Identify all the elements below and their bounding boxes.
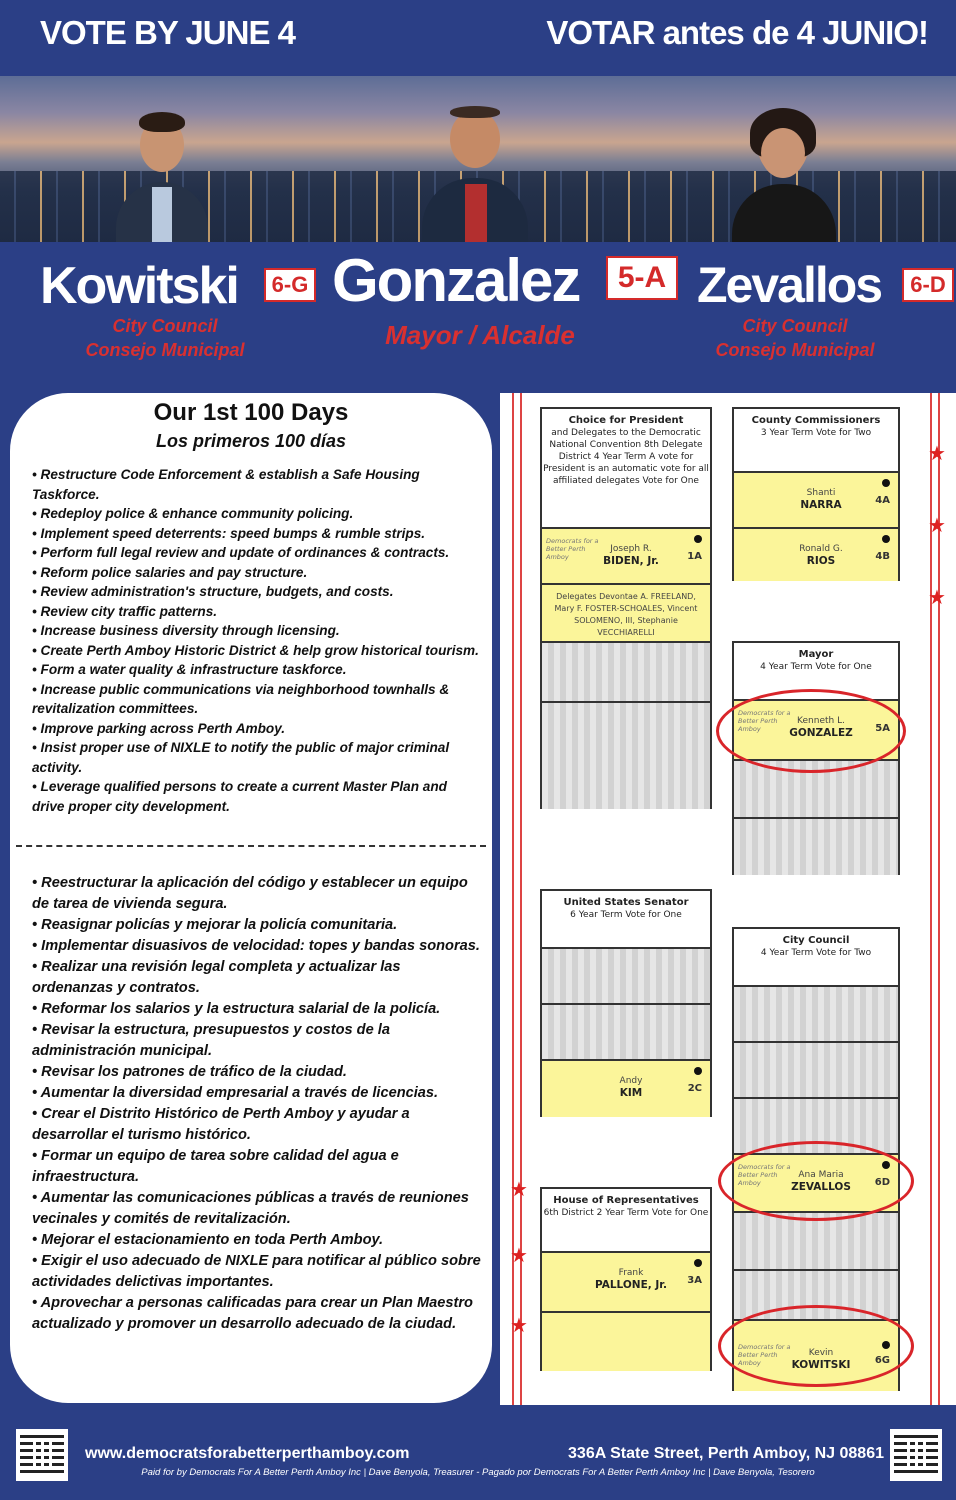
ballot-president-head: Choice for President and Delegates to the Democratic National Convention 8th Delegate District 4 Year Term A vote for President is an automatic vote for all affiliated delegates Vote for One [542,409,710,527]
ballot-slot-pallone: Frank PALLONE, Jr. 3A [542,1251,710,1311]
ballot-house: House of Representatives 6th District 2 Year Term Vote for One Frank PALLONE, Jr. 3A [540,1187,712,1371]
zevallos-photo [728,94,840,242]
kowitski-photo [112,100,212,242]
ballot-slot-blurred [734,985,898,1041]
ballot-slot-kim: Andy KIM 2C [542,1059,710,1117]
list-item: • Leverage qualified persons to create a current Master Plan and drive proper city development. [32,779,447,814]
top-banner [0,0,956,76]
dashed-divider [16,845,486,847]
ballot-city-council: City Council 4 Year Term Vote for Two Democrats for a Better Perth Amboy Ana Maria ZEVALLOS 6D Democrats for a Better Perth Amboy Kevin KOWITSKI 6G [732,927,900,1391]
ballot-slot-blurred [542,641,710,701]
list-item: • Reestructurar la aplicación del código y establecer un equipo de tarea de vivienda segura. [32,875,468,912]
list-item: • Aumentar las comunicaciones públicas a través de reuniones vecinales y comités de revitalización. [32,1190,469,1227]
first-100-days-panel [10,393,492,1403]
kowitski-role-en: City Council [112,316,218,336]
highlight-circle-mayor [716,689,906,773]
zevallos-role-es: Consejo Municipal [715,340,875,360]
highlight-circle-kowitski [718,1305,914,1387]
vote-deadline-en: VOTE BY JUNE 4 [40,14,295,51]
star-icon: ★ [928,587,946,609]
list-item: • Exigir el uso adecuado de NIXLE para notificar al público sobre actividades delictivas importantes. [32,1253,481,1290]
rail-right-inner [938,393,940,1405]
candidate-names [0,242,956,372]
gonzalez-photo [420,92,530,242]
star-icon: ★ [928,443,946,465]
ballot-slot-blurred [542,1003,710,1059]
list-item: • Aprovechar a personas calificadas para crear un Plan Maestro actualizado y promover un desarrollo adecuado de la ciudad. [32,1295,473,1332]
paid-for-disclaimer: Paid for by Democrats For A Better Perth Amboy Inc | Dave Benyola, Treasurer - Pagado por Democrats For A Better Perth Amboy Inc | Dave Benyola, Tesorero [141,1467,815,1478]
plan-subtitle: Los primeros 100 días [155,431,347,451]
mailing-address: 336A State Street, Perth Amboy, NJ 08861 [568,1445,884,1462]
list-item: • Restructure Code Enforcement & establish a Safe Housing Taskforce. [32,467,420,502]
list-item: • Formar un equipo de tarea sobre calidad del agua e infraestructura. [32,1148,399,1185]
list-item: • Implementar disuasivos de velocidad: topes y bandas sonoras. [32,938,480,954]
ballot-president [540,407,712,809]
list-item: • Perform full legal review and update of ordinances & contracts. [32,545,450,560]
list-item: • Reasignar policías y mejorar la policía comunitaria. [32,917,398,933]
list-item: • Increase business diversity through licensing. [32,623,340,638]
ballot-slot-kowitski: Democrats for a Better Perth Amboy Kevin KOWITSKI 6G [734,1319,898,1391]
list-item: • Form a water quality & infrastructure taskforce. [32,662,347,677]
ballot-senator: United States Senator 6 Year Term Vote for One Andy KIM 2C [540,889,712,1117]
highlight-circle-zevallos [718,1141,914,1221]
list-item: • Aumentar la diversidad empresarial a través de licencias. [32,1085,439,1101]
star-icon: ★ [510,1245,528,1267]
list-item: • Increase public communications via neighborhood townhalls & revitalization committees. [32,681,450,716]
vote-deadline-es: VOTAR antes de 4 JUNIO! [546,14,928,51]
kowitski-name: Kowitski [40,257,238,315]
zevallos-role-en: City Council [742,316,848,336]
star-icon: ★ [510,1315,528,1337]
ballot-commissioners: County Commissioners 3 Year Term Vote for Two Shanti NARRA 4A Ronald G. RIOS 4B [732,407,900,581]
hero-photo [0,76,956,242]
star-icon: ★ [510,1179,528,1201]
list-item: • Improve parking across Perth Amboy. [32,720,286,736]
plan-list-es [32,873,482,1335]
ballot-slot-rios: Ronald G. RIOS 4B [734,527,898,581]
list-item: • Revisar la estructura, presupuestos y costos de la administración municipal. [32,1022,390,1059]
ballot-slot-zevallos: Democrats for a Better Perth Amboy Ana Maria ZEVALLOS 6D [734,1153,898,1211]
list-item: • Mejorar el estacionamiento en toda Perth Amboy. [32,1232,384,1248]
zevallos-ballot-tag: 6-D [902,268,954,302]
gonzalez-role: Mayor / Alcalde [385,320,575,350]
ballot-slot-blurred [542,947,710,1003]
list-item: • Crear el Distrito Histórico de Perth Amboy y ayudar a desarrollar el turismo histórico. [32,1106,410,1143]
list-item: • Reformar los salarios y la estructura salarial de la policía. [32,1001,441,1017]
ballot-slot-blurred [734,1041,898,1097]
list-item: • Create Perth Amboy Historic District & help grow historical tourism. [32,642,479,658]
zevallos-name: Zevallos [697,257,882,313]
footer [0,1405,956,1500]
gonzalez-ballot-tag: 5-A [606,256,678,300]
ballot-delegates: Delegates Devontae A. FREELAND, Mary F. FOSTER-SCHOALES, Vincent SOLOMENO, III, Stephanie VECCHIARELLI [542,583,710,641]
list-item: • Reform police salaries and pay structure. [32,564,308,580]
list-item: • Review administration's structure, budgets, and costs. [32,584,394,599]
kowitski-ballot-tag: 6-G [264,268,316,302]
rail-right [930,393,932,1405]
ballot-slot-narra: Shanti NARRA 4A [734,471,898,527]
plan-title: Our 1st 100 Days [153,399,349,426]
qr-code-icon[interactable] [890,1429,942,1481]
ballot-slot-biden: Democrats for a Better Perth Amboy Joseph R. BIDEN, Jr. 1A [542,527,710,583]
plan-list-en [32,465,482,816]
list-item: • Insist proper use of NIXLE to notify the public of major criminal activity. [32,740,450,775]
list-item: • Implement speed deterrents: speed bumps & rumble strips. [32,525,426,541]
website-link[interactable]: www.democratsforabetterperthamboy.com [85,1445,410,1462]
sample-ballot [500,393,956,1405]
ballot-slot-blank [542,1311,710,1371]
ballot-slot-gonzalez: Democrats for a Better Perth Amboy Kenneth L. GONZALEZ 5A [734,699,898,759]
ballot-slot-blurred [542,701,710,809]
list-item: • Realizar una revisión legal completa y actualizar las ordenanzas y contratos. [32,959,401,996]
list-item: • Revisar los patrones de tráfico de la ciudad. [32,1064,347,1080]
list-item: • Redeploy police & enhance community policing. [32,506,354,521]
ballot-slot-blurred [734,817,898,875]
star-icon: ★ [928,515,946,537]
kowitski-role-es: Consejo Municipal [85,340,245,360]
gonzalez-name: Gonzalez [332,247,580,314]
list-item: • Review city traffic patterns. [32,603,218,619]
ballot-mayor: Mayor 4 Year Term Vote for One Democrats for a Better Perth Amboy Kenneth L. GONZALEZ 5A [732,641,900,875]
